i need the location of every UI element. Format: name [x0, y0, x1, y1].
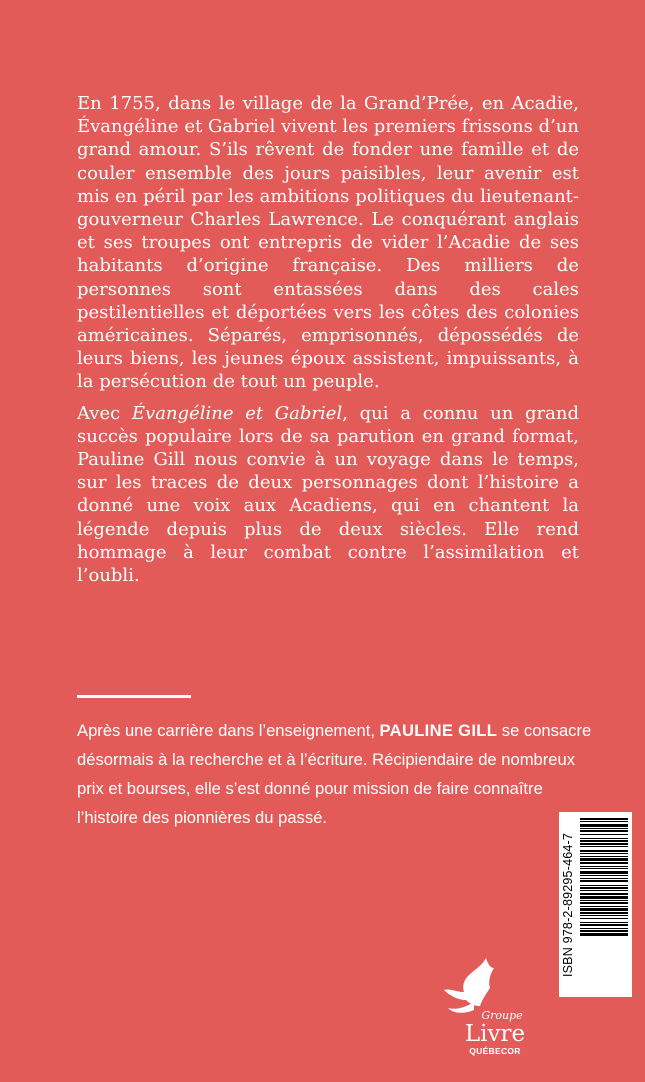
barcode-bar [580, 890, 628, 891]
barcode-bar [580, 924, 628, 926]
author-bio [77, 716, 592, 832]
barcode-bar [580, 843, 628, 845]
barcode-bar [580, 834, 628, 835]
barcode-bar [580, 828, 628, 829]
barcode-bar [580, 908, 628, 911]
barcode-bar [580, 918, 628, 919]
barcode-bar [580, 885, 628, 886]
barcode-bar [580, 838, 628, 839]
barcode-bar [580, 856, 628, 857]
barcode-bar [580, 928, 628, 929]
book-title: Évangéline et Gabriel [131, 402, 343, 424]
barcode-bar [580, 850, 628, 852]
summary-paragraph-2 [77, 402, 579, 588]
author-name: PAULINE GILL [379, 721, 498, 740]
barcode-bar [580, 912, 628, 914]
barcode-bar [580, 915, 628, 916]
barcode-bar [580, 846, 628, 847]
barcode-bar [580, 878, 628, 879]
barcode-bar [580, 902, 628, 904]
barcode-bar [580, 922, 628, 923]
barcode-bar [580, 824, 628, 827]
barcode-bar [580, 853, 628, 854]
publisher-groupe: Groupe [481, 1009, 523, 1022]
barcode-bar [580, 862, 628, 864]
summary-text: , qui a connu un grand succès populaire lors de sa parution en grand format, Pauline Gill nous convie à un voyage dans le temps, sur les traces de deux personnages dont l’histoire a donné une voix aux Acadiens, qui en chantent la légende depuis plus de deux siècles. Elle rend hommage à leur combat contre l’assimilation et l’oubli. [77, 402, 579, 587]
barcode-bar [580, 858, 628, 861]
barcode-bar [580, 906, 628, 907]
barcode-bar [580, 818, 628, 820]
isbn-label: ISBN 978-2-89295-464-7 [561, 832, 576, 977]
barcode-bar [580, 896, 628, 899]
isbn-label-wrapper [559, 812, 577, 997]
barcode-bar [580, 933, 628, 936]
barcode-bar [580, 893, 628, 895]
barcode-bar [580, 866, 628, 867]
summary-paragraph-1: En 1755, dans le village de la Grand’Prée, en Acadie, Évangéline et Gabriel vivent les premiers frissons d’un grand amour. S’ils rêvent de fonder une famille et de couler ensemble des jours paisibles, leur avenir est mis en péril par les ambitions politiques du lieutenant-gouverneur Charles Lawrence. Le conquérant anglais et ses troupes ont entrepris de vider l’Acadie de ses habitants d’origine française. Des milliers de personnes sont entassées dans des cales pestilentielles et déportées vers les côtes des colonies américaines. Séparés, emprisonnés, dépossédés de leurs biens, les jeunes époux assistent, impuissants, à la persécution de tout un peuple. [77, 93, 579, 393]
barcode-bar [580, 871, 628, 874]
publisher-logo [460, 1010, 530, 1056]
barcode-bar [580, 887, 628, 889]
barcode-bar [580, 900, 628, 901]
barcode-bar [580, 830, 628, 832]
publisher-quebecor: QUÉBECOR [469, 1046, 521, 1056]
barcode-bar [580, 868, 628, 869]
barcode-icon [580, 818, 628, 991]
barcode-bar [580, 875, 628, 876]
barcode-bar [580, 880, 628, 882]
back-cover-summary [77, 92, 579, 595]
barcode-bar [580, 930, 628, 932]
separator-rule [77, 695, 191, 698]
bio-text: se consacre désormais à la recherche et à l’écriture. Récipiendaire de nombreux prix et bourses, elle s’est donné pour mission de faire connaître l’histoire des pionnières du passé. [77, 721, 592, 827]
summary-text: Avec [77, 402, 132, 424]
publisher-livre: Livre [464, 1021, 526, 1047]
barcode-bar [580, 840, 628, 842]
bio-text: Après une carrière dans l’enseignement, [77, 721, 380, 740]
barcode-bar [580, 821, 628, 822]
